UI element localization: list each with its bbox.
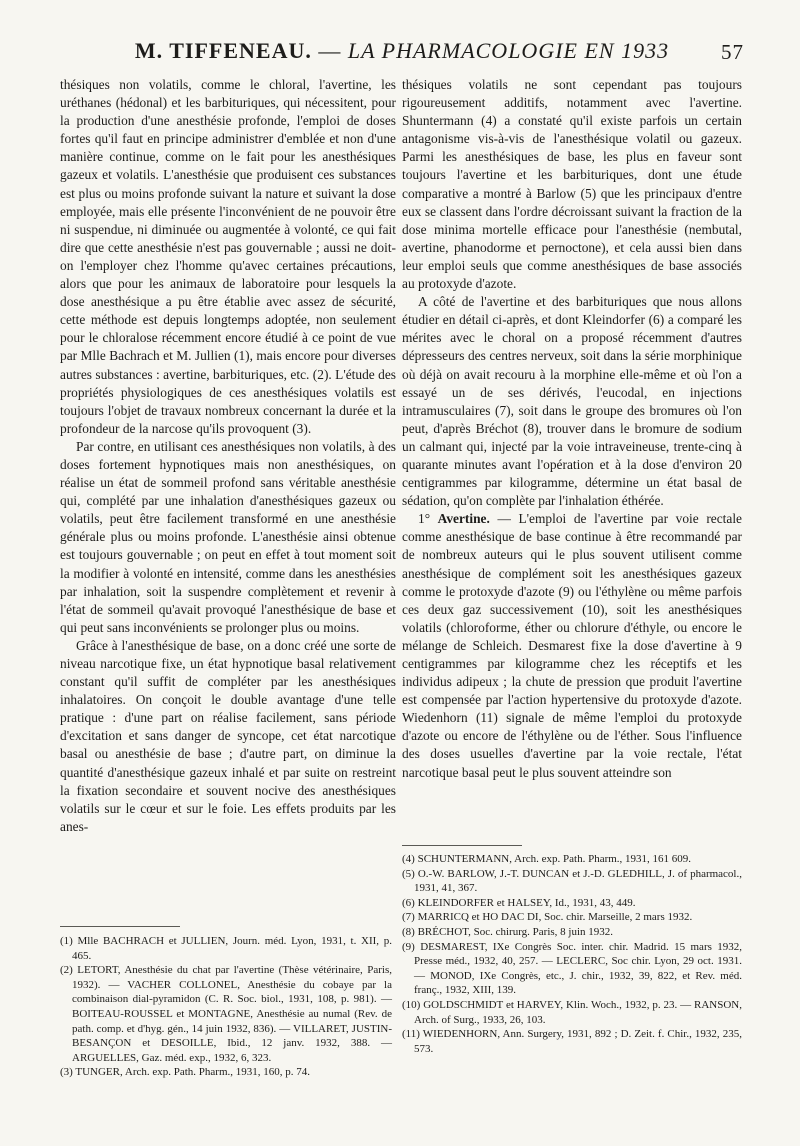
footnote-rule	[402, 845, 522, 846]
footnote: (4) SCHUNTERMANN, Arch. exp. Path. Pharm., 1931, 161 609.	[402, 853, 692, 865]
paragraph: A côté de l'avertine et des barbituriques que nous allons étudier en détail ci-après, et dont Kleindorfer (6) a comparé les mérites avec le choral on a proposé récemment d'autres dépresseurs des centres nerveux, soit dans la série morphinique où déjà on avait recouru à la morphine elle-même et où l'on a essayé un de ses dérivés, l'eucodal, en injections intramusculaires (7), soit dans le groupe des bromures où l'on peut, d'après Bréchot (8), trouver dans le bromure de sodium un calmant qui, injecté par la voie intraveineuse, trente-cinq à quarante minutes avant l'opération et à la dose d'environ 20 centigrammes par kilogramme, détermine un état basal de sédation, qu'on complète par l'inhalation éthérée.	[402, 294, 742, 509]
footnote: (6) KLEINDORFER et HALSEY, Id., 1931, 43, 449.	[402, 896, 636, 909]
footnote: (5) O.-W. BARLOW, J.-T. DUNCAN et J.-D. GLEDHILL, J. of pharmacol., 1931, 41, 367.	[402, 867, 742, 895]
avertine-section	[402, 510, 742, 781]
paragraph: Grâce à l'anesthésique de base, on a donc créé une sorte de niveau narcotique fixe, un état hypnotique basal relativement constant qu'il suffit de compléter par les anesthésiques inhalatoires. On conçoit le double avantage d'une telle pratique : d'une part on réalise facilement, sans période d'excitation et sans danger de syncope, cet état narcotique basal ou anesthésie de base ; d'autre part, on diminue la quantité d'anesthésique gazeux inhalé et par suite on restreint la fixation secondaire et souvent nocive des anesthésiques volatils sur le cœur et sur le foie. Les effets produits par les anes-	[60, 637, 396, 834]
page-number: 57	[721, 40, 744, 64]
footnotes-right	[402, 852, 742, 1056]
footnote: (8) BRÉCHOT, Soc. chirurg. Paris, 8 juin 1932.	[402, 925, 614, 938]
running-header	[60, 38, 744, 72]
footnote: (11) WIEDENHORN, Ann. Surgery, 1931, 892 ; D. Zeit. f. Chir., 1932, 235, 573.	[402, 1028, 742, 1055]
section-text: — L'emploi de l'avertine par voie rectale comme anesthésique de base continue à être recommandé par de nombreux auteurs qui le plus souvent utilisent comme anesthésique de complément soit les anesthésiques gazeux comme le protoxyde d'azote (9) ou l'éthylène ou même parfois ces deux gaz successivement (10), soit les anesthésiques volatils (chloroforme, éther ou chlorure d'éthyle, ou encore le mélange de Schleich. Desmarest fixe la dose d'avertine à 9 centigrammes par kilogramme chez les réceptifs et les individus adipeux ; la chute de pression que produit l'avertine est compensée par l'action hypertensive du protoxyde d'azote. Wiedenhorn (11) signale de même l'emploi du protoxyde d'azote ou encore de l'éthylène ou de l'éther. Sous l'influence des doses usuelles d'avertine par la voie rectale, l'état narcotique basal peut le plus souvent atteindre son	[402, 511, 743, 780]
footnote: (3) TUNGER, Arch. exp. Path. Pharm., 1931, 160, p. 74.	[60, 1066, 311, 1079]
footnote: (2) LETORT, Anesthésie du chat par l'avertine (Thèse vétérinaire, Paris, 1932). — VACHER COLLONEL, Anesthésie du cobaye par la combinaison dial-pyramidon (C. R. Soc. biol., 1931, 108, p. 981). — BOITEAU-ROUSSEL et MONTAGNE, Anesthésie au numal (Rev. de path. comp. et d'hyg. gén., 14 juin 1932, 836). — VILLARET, JUSTIN-BESANÇON et DESOILLE, Ibid., 12 janv. 1932, 388. — ARGUELLES, Gaz. méd. exp., 1932, 6, 323.	[60, 964, 392, 1064]
header-title: LA PHARMACOLOGIE EN 1933	[347, 38, 670, 63]
section-heading: Avertine.	[437, 511, 490, 527]
paragraph: Par contre, en utilisant ces anesthésiques non volatils, à des doses fortement hypnotiques mais non anesthésiques, on réalise un état de sommeil profond sans véritable anesthésie qui, complété par une inhalation d'anesthésiques gazeux ou volatils, peut être facilement transformé en une anesthésie générale plus ou moins profonde. L'anesthésie ainsi obtenue est toujours gouvernable ; on peut en effet à tout moment soit la modifier à volonté en intensité, comme dans les anesthésies par inhalation, soit la suspendre complètement et revenir à l'état de sommeil qu'avait provoqué l'anesthésique de base et qui peut sans inconvénients se prolonger plus ou moins.	[60, 438, 396, 635]
paragraph: thésiques non volatils, comme le chloral, l'avertine, les uréthanes (hédonal) et les barbituriques, qui nécessitent, pour la production d'une anesthésie profonde, l'emploi de doses fortes qu'il faut en principe administrer d'emblée et non d'une manière continue, comme on le fait pour les anesthésiques gazeux et volatils. L'anesthésie que produisent ces substances est plus ou moins profonde suivant la nature et suivant la dose employée, mais elle présente l'inconvénient de ne pouvoir être ni suspendue, ni diminuée ou augmentée à volonté, ce qui fait dire que cette anesthésie n'est pas gouvernable ; aussi ne doit-on l'employer chez l'homme qu'avec certaines précautions, alors que pour les animaux de laboratoire pour lesquels la dose anesthésique a pu être établie avec assez de sécurité, cette méthode est depuis longtemps adoptée, non seulement pour le chloralose récemment encore étudié à ce point de vue par Mlle Bachrach et M. Jullien (1), mais encore pour diverses autres substances : avertine, barbituriques, etc. (2). L'étude des propriétés physiologiques de ces anesthésiques volatils est toujours l'objet de travaux nombreux concernant la durée et la profondeur de la narcose qu'ils provoquent (3).	[60, 77, 396, 436]
header-author: M. TIFFENEAU.	[134, 38, 312, 63]
header-dash: —	[311, 38, 348, 63]
section-number: 1°	[418, 511, 438, 527]
left-column	[60, 76, 396, 836]
footnote: (7) MARRICQ et HO DAC DI, Soc. chir. Marseille, 2 mars 1932.	[402, 911, 693, 924]
footnote: (1) Mlle BACHRACH et JULLIEN, Journ. méd. Lyon, 1931, t. XII, p. 465.	[60, 935, 392, 962]
right-column	[402, 76, 742, 782]
footnotes-left	[60, 934, 392, 1080]
footnote: (9) DESMAREST, IXe Congrès Soc. inter. chir. Madrid. 15 mars 1932, Presse méd., 1932, 40, 257. — LECLERC, Soc chir. Lyon, 29 oct. 1931. — MONOD, IXe Congrès, etc., J. chir., 1932, 39, 822, et Rev. méd. franç., 1932, XIII, 139.	[402, 940, 742, 997]
footnote: (10) GOLDSCHMIDT et HARVEY, Klin. Woch., 1932, p. 23. — RANSON, Arch. of Surg., 1933, 26, 103.	[402, 998, 742, 1026]
footnote-rule	[60, 926, 180, 927]
paragraph: thésiques volatils ne sont cependant pas toujours rigoureusement additifs, notamment avec l'avertine. Shuntermann (4) a constaté qu'il existe parfois un certain antagonisme vis-à-vis de l'anesthésique volatil ou gazeux. Parmi les anesthésiques de base, les plus en faveur sont toujours l'avertine et les barbituriques, dont une étude comparative a montré à Barlow (5) que les principaux d'entre eux se classent dans l'ordre décroissant suivant la fraction de la dose minima mortelle efficace pour l'anesthésie (nembutal, avertine, phanodorme et pernoctone), et cela aussi bien dans leur emploi seuls que comme anesthésiques de base associés au protoxyde d'azote.	[402, 77, 742, 292]
